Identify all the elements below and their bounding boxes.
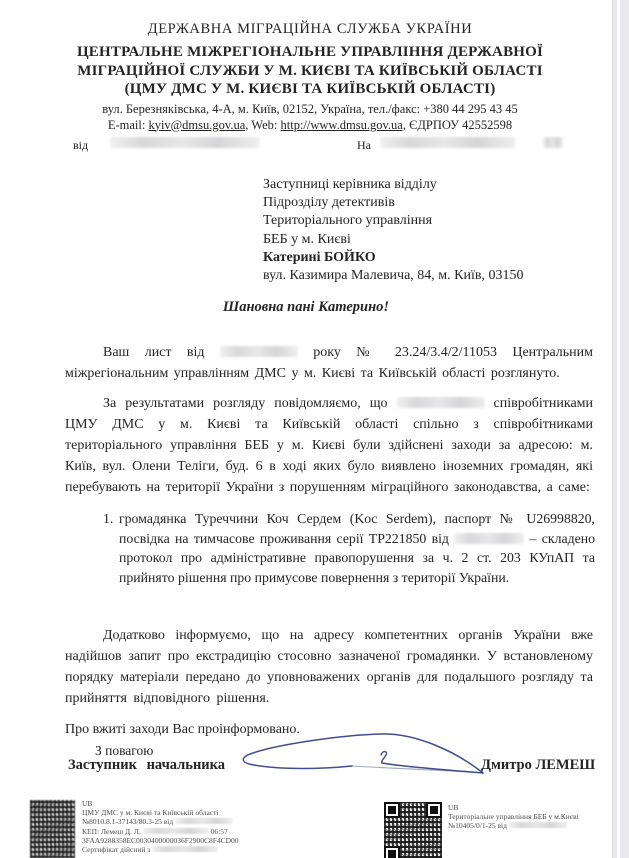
ref-from-label: від <box>73 138 89 152</box>
paragraph-your-letter <box>65 342 593 384</box>
paragraph-inspection-results <box>65 393 593 498</box>
stamp-left-number-text: №8010.8.1-37143/80.3-25 від <box>82 817 174 827</box>
stamp-left-cert-hash: 3FAA9288358EC0030400000036F2900C8F4CD00 <box>82 835 239 845</box>
stamp-right-text <box>448 803 579 831</box>
item-text-after: – складено протокол про адміністративне правопорушення за ч. 2 ст. 203 КУпАП та прийнято рішення про примусове повернення з території України. <box>119 530 595 585</box>
email-link[interactable]: kyiv@dmsu.gov.ua, <box>148 117 249 132</box>
signoff-title: Заступник начальника <box>68 757 226 773</box>
paragraph-extradition-info: Додатково інформуємо, що на адресу компетентних органів України вже надійшов запит про екстрадицію стосовно зазначеної громадянки. У встановленому порядку матеріали передано до уповноважених органів для подальшого розгляду та прийняття відповідного рішення. <box>65 628 593 706</box>
signoff-name: Дмитро ЛЕМЕШ <box>481 757 596 773</box>
stamp-left-cert-valid <box>82 845 239 854</box>
org-name-line3: МІГРАЦІЙНОЇ СЛУЖБИ У М. КИЄВІ ТА КИЇВСЬКІЙ ОБЛАСТІ <box>77 62 543 79</box>
redacted-outgoing-number <box>110 137 260 148</box>
recipient-address: вул. Казимира Малевича, 84, м. Київ, 03150 <box>263 268 524 284</box>
list-item-text <box>119 509 595 587</box>
recipient-position-line1: Заступниці керівника відділу <box>263 177 437 192</box>
scan-edge-strip <box>612 0 629 858</box>
web-link[interactable]: http://www.dmsu.gov.ua, <box>280 117 406 132</box>
recipient-position-line3: Територіального управління <box>263 213 433 229</box>
letterhead <box>30 21 590 133</box>
redacted-cert-validity <box>152 846 218 852</box>
stamp-left-logo: UB <box>82 799 93 808</box>
edrpou-code: ЄДРПОУ 42552598 <box>409 117 513 132</box>
stamp-left-number <box>82 817 239 826</box>
stamp-left-org: ЦМУ ДМС у м. Києві та Київській області <box>82 808 219 818</box>
reference-row <box>65 136 605 154</box>
redacted-date-measures <box>397 397 485 408</box>
recipient-name: Катерині БОЙКО <box>263 249 376 265</box>
web-label: Web: <box>251 117 278 132</box>
paragraph-informed: Про вжиті заходи Вас проінформовано. <box>65 722 300 737</box>
p1-text-before: Ваш лист від <box>103 345 205 360</box>
stamp-right-number <box>448 821 579 830</box>
org-contacts <box>30 118 590 133</box>
stamp-right-org: Територіальне управління БЕБ у м.Києві <box>448 812 579 822</box>
redacted-stamp-left-date <box>175 818 233 824</box>
recipient-position-line4: БЕБ у м. Києві <box>263 231 351 247</box>
stamp-right-number-text: №10405/0/1-25 від <box>448 821 507 831</box>
ref-to-label: На <box>357 138 371 152</box>
redacted-incoming-date <box>543 137 563 148</box>
recipient-block <box>263 176 524 285</box>
qr-finder-bottom-left <box>384 846 400 858</box>
item-text-before: громадянка Туреччини Коч Сердем (Koc Serdem), паспорт № U26998820, посвідка на тимчасове проживання серії ТР221850 від <box>119 511 595 546</box>
list-item-number: 1. <box>103 511 114 526</box>
org-address: вул. Березняківська, 4-А, м. Київ, 02152, Україна, тел./факс: +380 44 295 43 45 <box>102 101 518 116</box>
recipient-position-line2: Підрозділу детективів <box>263 195 395 211</box>
qr-finder-top-right <box>426 802 442 818</box>
qr-code-left <box>30 800 75 858</box>
stamp-left-kep-text: КЕП: Лемеш Д. Л. <box>82 826 141 836</box>
scan-edge-line <box>617 0 620 858</box>
org-name-line2: ЦЕНТРАЛЬНЕ МІЖРЕГІОНАЛЬНЕ УПРАВЛІННЯ ДЕРЖАВНОЇ <box>76 44 544 60</box>
p1-text-after: року № 23.24/3.4/2/11053 Центральним міжрегіональним управлінням ДМС у м. Києві та Київській області розглянуто. <box>65 345 594 381</box>
redacted-letter-date <box>220 346 298 357</box>
redacted-incoming-number <box>380 137 515 148</box>
stamp-left-kep <box>82 827 239 836</box>
list-item-citizen <box>103 509 595 587</box>
org-name-abbrev: (ЦМУ ДМС У М. КИЄВІ ТА КИЇВСЬКІЙ ОБЛАСТІ) <box>124 81 496 97</box>
redacted-permit-date <box>454 533 524 544</box>
stamp-right-logo: UB <box>448 803 459 812</box>
p2-text-after: співробітниками ЦМУ ДМС у м. Києві та Київській області спільно з співробітниками територіального управління БЕБ у м. Києві були здійснені заходи за адресою: м. Київ, вул. Олени Теліги, буд. 6 в ході яких було виявлено іноземних громадян, які перебувають на території України з порушенням міграційного законодавства, а саме: <box>65 396 594 495</box>
org-name-parent: ДЕРЖАВНА МІГРАЦІЙНА СЛУЖБА УКРАЇНИ <box>147 21 473 37</box>
redacted-kep-date <box>143 828 209 834</box>
qr-finder-top-left <box>384 802 400 818</box>
p2-text-before: За результатами розгляду повідомляємо, що <box>103 396 388 411</box>
redacted-stamp-right-date <box>509 822 567 828</box>
stamp-left-cert-valid-text: Сертифікат дійсний з <box>82 845 151 855</box>
stamp-left-kep-time: 06:57 <box>210 826 228 836</box>
signoff-regards: З повагою <box>95 743 154 758</box>
stamp-left-text <box>82 799 239 854</box>
handwritten-signature <box>234 726 506 784</box>
email-label: E-mail: <box>107 117 146 132</box>
qr-code-right <box>384 802 442 858</box>
salutation: Шановна пані Катерино! <box>222 299 390 315</box>
